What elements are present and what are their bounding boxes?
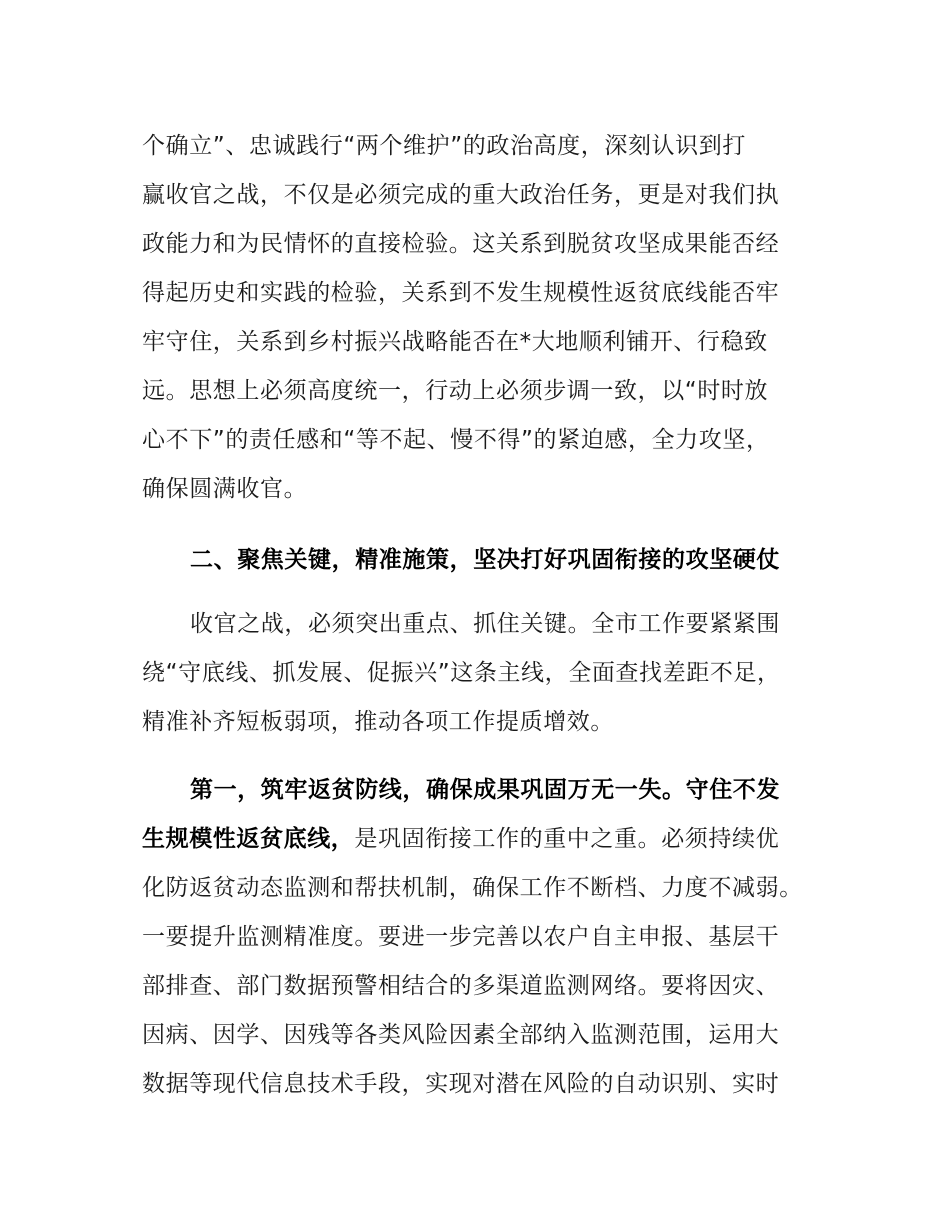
bold-lead-text: 生规模性返贫底线， [142,826,355,852]
body-line: 收官之战，必须突出重点、抓住关键。全市工作要紧紧围 [190,611,780,637]
body-line: 确保圆满收官。 [142,476,308,502]
body-line: 远。思想上必须高度统一，行动上必须步调一致，以“时时放 [142,378,769,404]
body-line: 个确立”、忠诚践行“两个维护”的政治高度，深刻认识到打 [142,133,746,159]
body-line: 心不下”的责任感和“等不起、慢不得”的紧迫感，全力攻坚， [142,427,770,453]
mixed-line [142,824,779,854]
body-line: 一要提升监测精准度。要进一步完善以农户自主申报、基层干 [142,924,780,950]
body-text: 是巩固衔接工作的重中之重。必须持续优 [354,826,780,852]
body-line: 政能力和为民情怀的直接检验。这关系到脱贫攻坚成果能否经 [142,231,780,257]
body-line: 绕“守底线、抓发展、促振兴”这条主线，全面查找差距不足， [142,660,781,686]
body-line: 赢收官之战，不仅是必须完成的重大政治任务，更是对我们执 [142,182,780,208]
bold-lead-line: 第一，筑牢返贫防线，确保成果巩固万无一失。守住不发 [190,777,780,803]
body-line: 牢守住，关系到乡村振兴战略能否在*大地顺利铺开、行稳致 [142,329,768,355]
body-line: 精准补齐短板弱项，推动各项工作提质增效。 [142,709,614,735]
body-line: 化防返贫动态监测和帮扶机制，确保工作不断档、力度不减弱。 [142,875,803,901]
section-heading: 二、聚焦关键，精准施策，坚决打好巩固衔接的攻坚硬仗 [190,547,780,573]
body-line: 数据等现代信息技术手段，实现对潜在风险的自动识别、实时 [142,1071,780,1097]
body-line: 部排查、部门数据预警相结合的多渠道监测网络。要将因灾、 [142,973,780,999]
body-line: 得起历史和实践的检验，关系到不发生规模性返贫底线能否牢 [142,280,780,306]
body-line: 因病、因学、因残等各类风险因素全部纳入监测范围，运用大 [142,1022,780,1048]
